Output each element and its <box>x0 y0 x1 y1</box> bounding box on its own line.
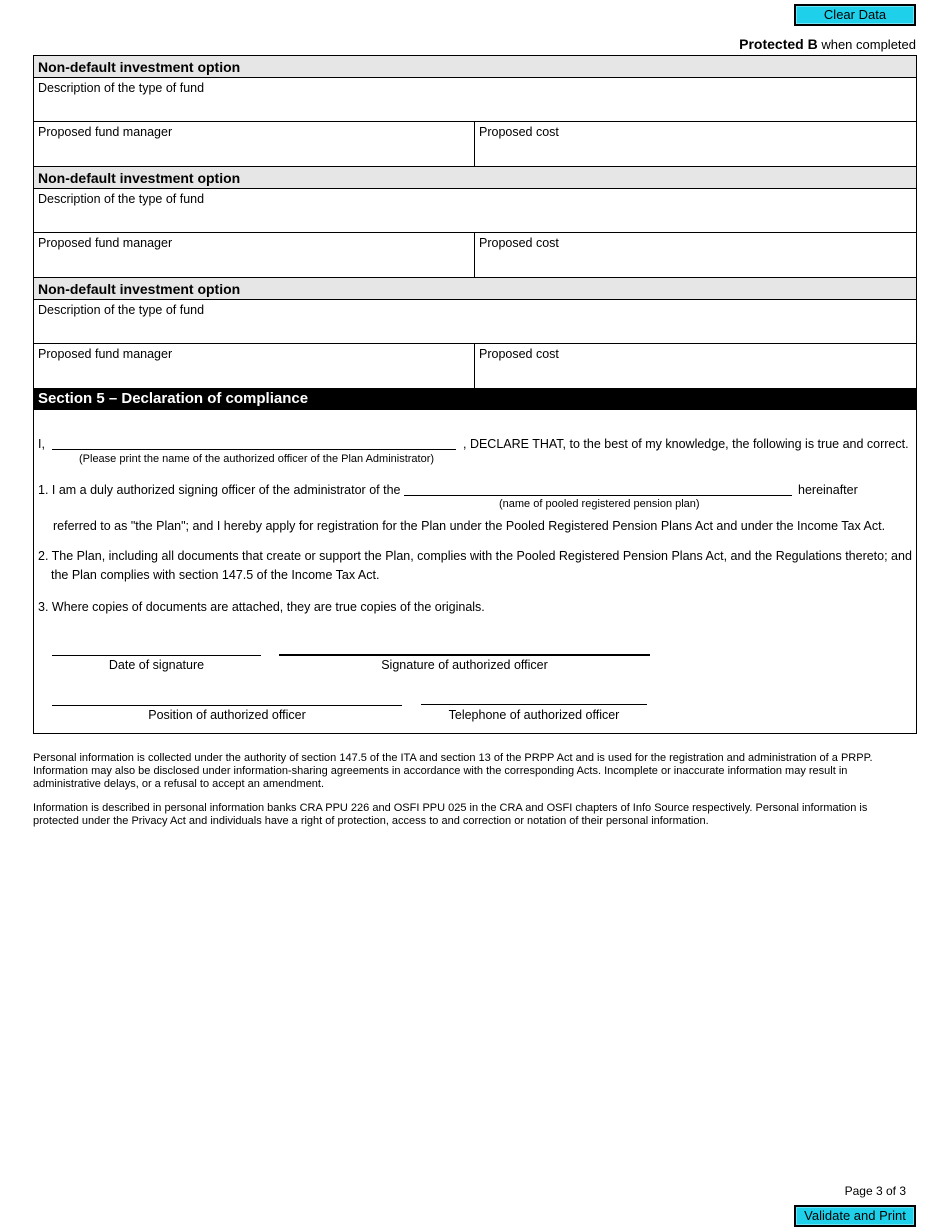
section-5-title: Section 5 – Declaration of compliance <box>34 388 916 410</box>
option-row <box>34 233 916 278</box>
officer-name-caption: (Please print the name of the authorized officer of the Plan Administrator) <box>79 453 435 465</box>
fund-description-field[interactable] <box>34 78 916 122</box>
fund-description-label: Description of the type of fund <box>38 81 205 95</box>
declare-text: , DECLARE THAT, to the best of my knowledge, the following is true and correct. <box>463 437 909 451</box>
fund-description-label: Description of the type of fund <box>38 303 205 317</box>
fund-manager-field[interactable] <box>34 122 475 166</box>
proposed-cost-label: Proposed cost <box>479 125 559 139</box>
protected-b-label: Protected B <box>739 36 818 52</box>
option-header: Non-default investment option <box>34 278 916 300</box>
page-number: Page 3 of 3 <box>844 1184 906 1198</box>
proposed-cost-label: Proposed cost <box>479 347 559 361</box>
item-2-line-1: 2. The Plan, including all documents that create or support the Plan, complies with the Pooled Registered Pension Plans Act, and the Regulations thereto; and <box>38 549 912 563</box>
proposed-cost-field[interactable] <box>475 233 916 277</box>
signature-label: Signature of authorized officer <box>381 658 548 672</box>
fund-manager-label: Proposed fund manager <box>38 236 173 250</box>
protected-b-notice <box>739 36 916 52</box>
officer-telephone-input[interactable] <box>421 691 647 705</box>
signature-input[interactable] <box>279 641 650 656</box>
date-of-signature-label: Date of signature <box>108 658 205 672</box>
item-2-line-2: the Plan complies with section 147.5 of the Income Tax Act. <box>51 568 380 582</box>
proposed-cost-field[interactable] <box>475 122 916 166</box>
i-label: I, <box>38 437 45 451</box>
protected-b-suffix: when completed <box>817 37 916 52</box>
officer-position-label: Position of authorized officer <box>148 708 306 722</box>
officer-telephone-label: Telephone of authorized officer <box>448 708 620 722</box>
privacy-notice-paragraph-1: Personal information is collected under the authority of section 147.5 of the ITA and section 13 of the PRPP Act and is used for the registration and administration of a PRPP. Information may also be disclosed under information-sharing agreements in accordance with the corresponding Acts. Incomplete or inaccurate information may result in administrative delays, or a refusal to accept an amendment. <box>33 752 873 790</box>
fund-manager-field[interactable] <box>34 233 475 277</box>
officer-position-input[interactable] <box>52 692 402 706</box>
fund-manager-label: Proposed fund manager <box>38 347 173 361</box>
proposed-cost-field[interactable] <box>475 344 916 388</box>
plan-name-caption: (name of pooled registered pension plan) <box>499 498 700 510</box>
investment-options-form <box>33 55 917 734</box>
hereinafter-text: hereinafter <box>798 483 858 497</box>
option-header: Non-default investment option <box>34 167 916 189</box>
fund-manager-field[interactable] <box>34 344 475 388</box>
date-of-signature-input[interactable] <box>52 642 261 656</box>
fund-manager-label: Proposed fund manager <box>38 125 173 139</box>
clear-data-button[interactable]: Clear Data <box>794 4 916 26</box>
declaration-area <box>34 410 916 733</box>
item-3-text: 3. Where copies of documents are attached, they are true copies of the originals. <box>38 600 485 614</box>
fund-description-field[interactable] <box>34 300 916 344</box>
option-row <box>34 344 916 388</box>
validate-and-print-button[interactable]: Validate and Print <box>794 1205 916 1227</box>
option-row <box>34 122 916 167</box>
privacy-notice-paragraph-2: Information is described in personal information banks CRA PPU 226 and OSFI PPU 025 in the CRA and OSFI chapters of Info Source respectively. Personal information is protected under the Privacy Act and individuals have a right of protection, access to and correction or notation of their personal information. <box>33 802 868 827</box>
plan-name-input[interactable] <box>404 482 792 496</box>
officer-name-input[interactable] <box>52 436 456 450</box>
item-1-text: 1. I am a duly authorized signing officer of the administrator of the <box>38 483 401 497</box>
fund-description-label: Description of the type of fund <box>38 192 205 206</box>
proposed-cost-label: Proposed cost <box>479 236 559 250</box>
item-1-continuation: referred to as "the Plan"; and I hereby apply for registration for the Plan under the Pooled Registered Pension Plans Act and under the Income Tax Act. <box>53 519 886 533</box>
option-header: Non-default investment option <box>34 56 916 78</box>
fund-description-field[interactable] <box>34 189 916 233</box>
